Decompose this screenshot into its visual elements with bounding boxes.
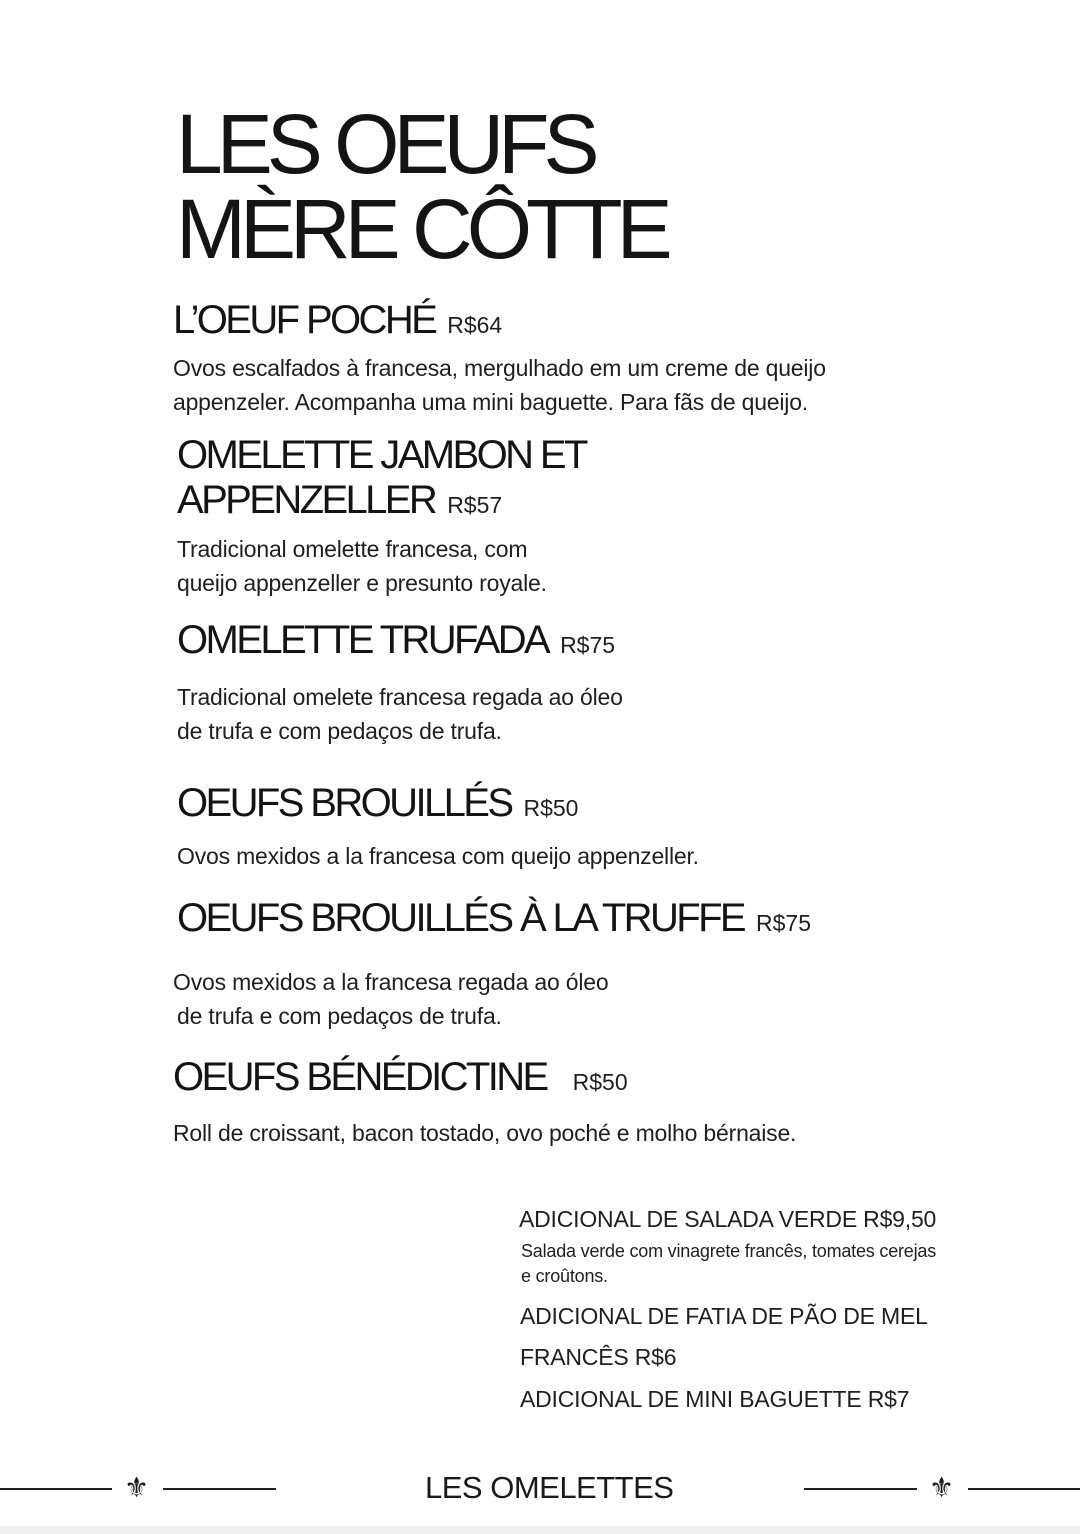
footer-divider-left-inner	[163, 1488, 276, 1490]
menu-item-description	[173, 1116, 796, 1150]
item-name-text: OMELETTE TRUFADA	[177, 618, 549, 662]
menu-item-name	[177, 620, 615, 660]
description-line: Tradicional omelete francesa regada ao óleo	[177, 684, 623, 710]
extra-baguette-title: ADICIONAL DE MINI BAGUETTE R$7	[520, 1386, 910, 1412]
description-line: Ovos mexidos a la francesa regada ao óleo	[173, 969, 609, 995]
fleur-de-lis-icon: ⚜	[929, 1471, 955, 1504]
menu-item-description	[173, 351, 826, 419]
item-price: R$50	[523, 795, 579, 821]
description-line: e croûtons.	[521, 1266, 608, 1286]
extra-honey-bread-title-line-1: ADICIONAL DE FATIA DE PÃO DE MEL	[520, 1303, 928, 1329]
menu-item-name	[173, 300, 502, 340]
description-line: Ovos mexidos a la francesa com queijo appenzeller.	[177, 843, 699, 869]
page-title-line-2: MÈRE CÔTTE	[176, 182, 667, 276]
item-price: R$75	[560, 632, 616, 658]
item-price: R$64	[447, 312, 503, 338]
description-line: Roll de croissant, bacon tostado, ovo poché e molho bérnaise.	[173, 1120, 797, 1146]
description-line: appenzeler. Acompanha uma mini baguette. Para fãs de queijo.	[173, 389, 808, 415]
description-line: de trufa e com pedaços de trufa.	[177, 718, 502, 744]
item-name-text: OEUFS BÉNÉDICTINE	[173, 1055, 547, 1099]
menu-item-description	[177, 532, 547, 600]
menu-item-name	[177, 898, 811, 938]
item-name-line: OMELETTE JAMBON ET	[177, 433, 586, 477]
menu-item-description	[177, 839, 699, 873]
menu-item-name	[173, 1057, 628, 1097]
footer-divider-right-inner	[804, 1488, 917, 1490]
item-name-text: OEUFS BROUILLÉS À LA TRUFFE	[177, 896, 745, 940]
menu-item-description	[177, 680, 623, 748]
menu-item-name	[177, 435, 586, 520]
menu-item-name	[177, 783, 578, 823]
item-price: R$50	[572, 1069, 628, 1095]
page-title-line-1: LES OEUFS	[176, 97, 594, 191]
footer-divider-right-outer	[968, 1488, 1080, 1490]
description-line: Ovos escalfados à francesa, mergulhado em um creme de queijo	[173, 355, 826, 381]
description-line: Salada verde com vinagrete francês, tomates cerejas	[521, 1241, 937, 1261]
item-name-text: APPENZELLER	[177, 478, 436, 522]
item-name-line-with-price	[177, 480, 586, 520]
extra-salad-title: ADICIONAL DE SALADA VERDE R$9,50	[519, 1206, 937, 1232]
footer-divider-left-outer	[0, 1488, 112, 1490]
item-price: R$57	[447, 492, 503, 518]
description-line: Tradicional omelette francesa, com	[177, 536, 528, 562]
extra-salad-description	[521, 1239, 936, 1289]
item-name-text: L’OEUF POCHÉ	[173, 298, 436, 342]
page-bottom-edge	[0, 1526, 1080, 1534]
footer-section-label: LES OMELETTES	[425, 1470, 674, 1505]
description-line: queijo appenzeller e presunto royale.	[177, 570, 547, 596]
extra-honey-bread-title-line-2: FRANCÊS R$6	[520, 1344, 677, 1370]
description-line: de trufa e com pedaços de trufa.	[177, 1003, 502, 1029]
fleur-de-lis-icon: ⚜	[124, 1471, 150, 1504]
item-name-text: OEUFS BROUILLÉS	[177, 781, 512, 825]
item-price: R$75	[756, 910, 811, 936]
menu-item-description	[173, 965, 608, 1033]
